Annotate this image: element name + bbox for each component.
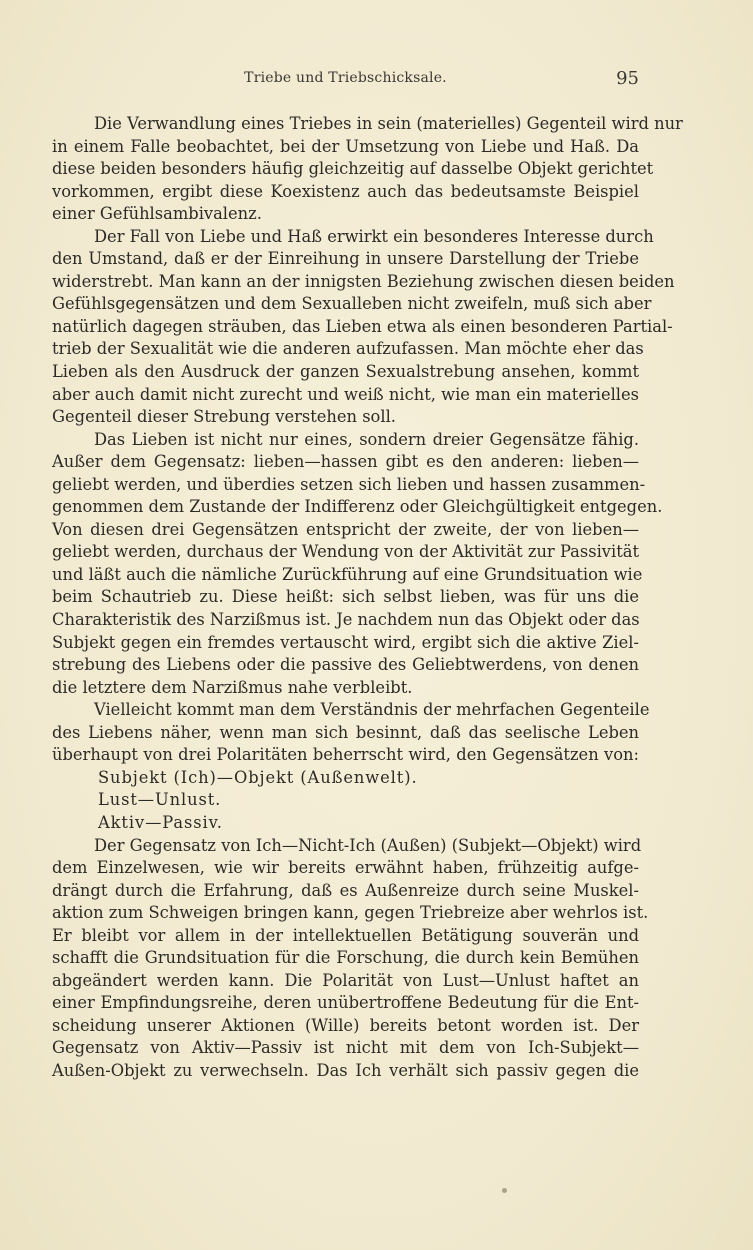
text-line: abgeändert werden kann. Die Polarität von Lust—Unlust haftet an: [52, 970, 639, 990]
text-line: genommen dem Zustande der Indifferenz oder Gleichgültigkeit entgegen.: [52, 497, 663, 517]
text-line: Von diesen drei Gegensätzen entspricht der zweite, der von lieben—: [52, 519, 639, 539]
paper-speck: [502, 1188, 507, 1193]
text-line: aber auch damit nicht zurecht und weiß nicht, wie man ein materielles: [52, 384, 639, 404]
text-line: aktion zum Schweigen bringen kann, gegen Triebreize aber wehrlos ist.: [52, 903, 649, 923]
text-line: dem Einzelwesen, wie wir bereits erwähnt haben, frühzeitig aufge-: [52, 858, 639, 878]
running-title: Triebe und Triebschicksale.: [244, 70, 447, 86]
text-line: beim Schautrieb zu. Diese heißt: sich selbst lieben, was für uns die: [52, 587, 639, 607]
text-line: Außer dem Gegensatz: lieben—hassen gibt es den anderen: lieben—: [52, 452, 639, 472]
text-line: trieb der Sexualität wie die anderen aufzufassen. Man möchte eher das: [52, 339, 644, 359]
text-line: Der Gegensatz von Ich—Nicht-Ich (Außen) (Subjekt—Objekt) wird: [94, 835, 642, 855]
text-line: geliebt werden, durchaus der Wendung von der Aktivität zur Passivität: [52, 542, 639, 562]
text-line: scheidung unserer Aktionen (Wille) bereits betont worden ist. Der: [52, 1015, 639, 1035]
text-line: die letztere dem Narzißmus nahe verbleibt.: [52, 677, 413, 697]
text-line: diese beiden besonders häufig gleichzeitig auf dasselbe Objekt gerichtet: [52, 159, 654, 179]
text-line: Lieben als den Ausdruck der ganzen Sexualstrebung ansehen, kommt: [52, 362, 639, 382]
polarity-item-active-passive: Aktiv—Passiv.: [98, 812, 223, 832]
text-line: Die Verwandlung eines Triebes in sein (materielles) Gegenteil wird nur: [94, 114, 683, 133]
text-line: einer Gefühlsambivalenz.: [52, 204, 262, 224]
polarity-item-pleasure-unpleasure: Lust—Unlust.: [98, 790, 222, 810]
text-line: vorkommen, ergibt diese Koexistenz auch das bedeutsamste Beispiel: [52, 181, 639, 201]
text-line: strebung des Liebens oder die passive des Geliebtwerdens, von denen: [52, 655, 639, 675]
text-line: Der Fall von Liebe und Haß erwirkt ein besonderes Interesse durch: [94, 226, 654, 246]
text-line: Vielleicht kommt man dem Verständnis der mehrfachen Gegenteile: [94, 700, 650, 720]
text-line: widerstrebt. Man kann an der innigsten Beziehung zwischen diesen beiden: [52, 271, 675, 291]
text-line: Gegenteil dieser Strebung verstehen soll.: [52, 407, 396, 427]
running-head: [52, 70, 639, 94]
page-number: 95: [616, 68, 639, 89]
text-line: Außen-Objekt zu verwechseln. Das Ich verhält sich passiv gegen die: [52, 1060, 639, 1080]
text-line: und läßt auch die nämliche Zurückführung auf eine Grundsituation wie: [52, 564, 643, 584]
text-line: Gefühlsgegensätzen und dem Sexualleben nicht zweifeln, muß sich aber: [52, 294, 652, 314]
text-line: Er bleibt vor allem in der intellektuellen Betätigung souverän und: [52, 925, 639, 945]
text-line: den Umstand, daß er der Einreihung in unsere Darstellung der Triebe: [52, 249, 639, 269]
body-text: [52, 113, 683, 1083]
text-line: Subjekt gegen ein fremdes vertauscht wird, ergibt sich die aktive Ziel-: [52, 632, 639, 652]
text-line: überhaupt von drei Polaritäten beherrscht wird, den Gegensätzen von:: [52, 745, 639, 765]
text-line: in einem Falle beobachtet, bei der Umsetzung von Liebe und Haß. Da: [52, 136, 639, 156]
polarity-item-subject-object: Subjekt (Ich)—Objekt (Außenwelt).: [98, 767, 418, 787]
text-line: natürlich dagegen sträuben, das Lieben etwa als einen besonderen Partial-: [52, 316, 673, 336]
text-line: des Liebens näher, wenn man sich besinnt, daß das seelische Leben: [52, 722, 639, 742]
text-line: einer Empfindungsreihe, deren unübertroffene Bedeutung für die Ent-: [52, 993, 639, 1013]
text-line: geliebt werden, und überdies setzen sich lieben und hassen zusammen-: [52, 474, 646, 494]
text-line: drängt durch die Erfahrung, daß es Außenreize durch seine Muskel-: [52, 880, 639, 900]
text-line: schafft die Grundsituation für die Forschung, die durch kein Bemühen: [52, 948, 639, 968]
text-line: Gegensatz von Aktiv—Passiv ist nicht mit dem von Ich-Subjekt—: [52, 1038, 639, 1058]
text-line: Das Lieben ist nicht nur eines, sondern dreier Gegensätze fähig.: [94, 429, 639, 449]
text-line: Charakteristik des Narzißmus ist. Je nachdem nun das Objekt oder das: [52, 610, 640, 630]
